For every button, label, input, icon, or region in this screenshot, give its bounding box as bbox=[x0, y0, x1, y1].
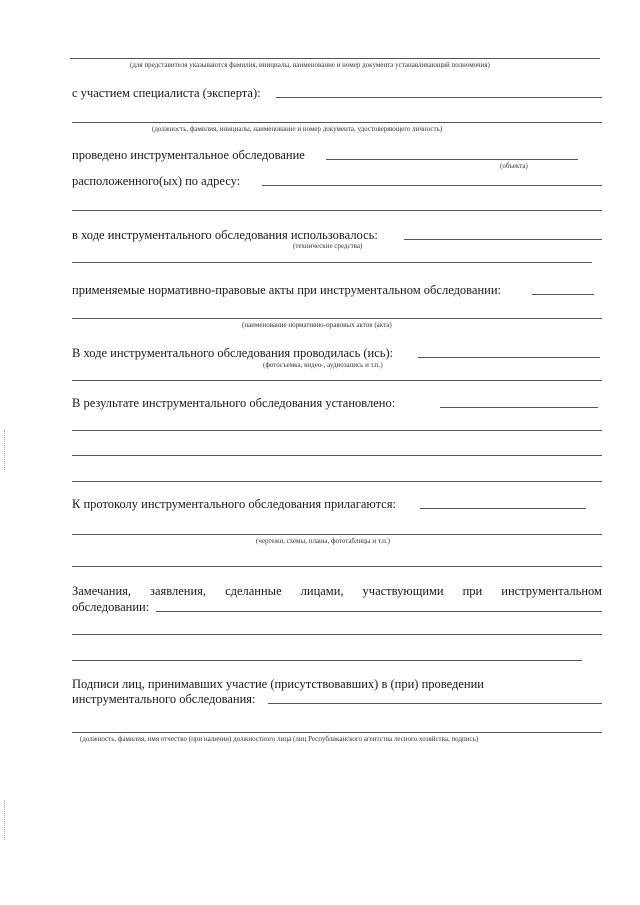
attachments-line-2 bbox=[72, 534, 602, 535]
caption-acts: (наименование нормативно-правовых актов (акта) bbox=[242, 321, 392, 329]
result-line-4 bbox=[72, 481, 602, 482]
remarks-word: сделанные bbox=[225, 584, 282, 598]
remarks-word: лицами, bbox=[300, 584, 344, 598]
tools-field[interactable] bbox=[404, 228, 602, 242]
remarks-line-1 bbox=[72, 584, 602, 598]
object-field[interactable] bbox=[326, 148, 578, 162]
inspection-label: проведено инструментальное обследование bbox=[72, 148, 305, 162]
remarks-word: заявления, bbox=[150, 584, 207, 598]
remarks-line-3 bbox=[72, 634, 602, 635]
specialist-field[interactable] bbox=[276, 86, 602, 100]
result-field[interactable] bbox=[440, 396, 598, 410]
caption-specialist: (должность, фамилия, инициалы, наименование и номер документа, удостоверяющего личность) bbox=[152, 125, 443, 133]
margin-mark-bottom bbox=[4, 800, 7, 840]
tools-line-2 bbox=[72, 262, 592, 263]
remarks-word: Замечания, bbox=[72, 584, 132, 598]
recording-field[interactable] bbox=[418, 346, 600, 360]
specialist-line-2 bbox=[72, 122, 602, 123]
result-label: В результате инструментального обследования установлено: bbox=[72, 396, 396, 410]
remarks-word: участвующими bbox=[362, 584, 444, 598]
address-line-2 bbox=[72, 210, 602, 211]
tools-label: в ходе инструментального обследования использовалось: bbox=[72, 228, 378, 242]
caption-tools: (технические средства) bbox=[293, 242, 363, 250]
specialist-label: с участием специалиста (эксперта): bbox=[72, 86, 261, 100]
result-line-2 bbox=[72, 430, 602, 431]
acts-field[interactable] bbox=[532, 283, 594, 297]
address-label: расположенного(ых) по адресу: bbox=[72, 174, 241, 188]
caption-object: (объекта) bbox=[500, 162, 528, 170]
recording-label: В ходе инструментального обследования проводилась (ись): bbox=[72, 346, 394, 360]
remarks-field[interactable] bbox=[156, 600, 602, 614]
address-field[interactable] bbox=[262, 174, 602, 188]
representative-line bbox=[70, 58, 600, 59]
margin-mark-top bbox=[4, 430, 7, 470]
signatures-field[interactable] bbox=[268, 692, 602, 706]
caption-representative: (для представителя указываются фамилия, инициалы, наименование и номер документа устанавливающий полномочия) bbox=[130, 61, 490, 69]
signatures-line-3 bbox=[72, 732, 602, 733]
caption-recording: (фотосъемка, видео-, аудиозапись и т.п.) bbox=[263, 361, 383, 369]
caption-attachments: (чертежи, схемы, планы, фототаблицы и т.п.) bbox=[256, 537, 390, 545]
result-line-3 bbox=[72, 455, 602, 456]
signatures-label-1: Подписи лиц, принимавших участие (присутствовавших) в (при) проведении bbox=[72, 677, 484, 691]
acts-line-2 bbox=[72, 318, 602, 319]
remarks-word: при bbox=[462, 584, 483, 598]
remarks-label: обследовании: bbox=[72, 600, 150, 614]
remarks-word: инструментальном bbox=[501, 584, 602, 598]
attachments-line-3 bbox=[72, 566, 602, 567]
remarks-line-4 bbox=[72, 660, 582, 661]
attachments-label: К протоколу инструментального обследования прилагаются: bbox=[72, 497, 396, 511]
caption-signatures: (должность, фамилия, имя отчество (при наличии) должностного лица (лиц Республиканского агентства лесного хозяйства, подпись) bbox=[80, 735, 479, 743]
acts-label: применяемые нормативно-правовые акты при инструментальном обследовании: bbox=[72, 283, 502, 297]
recording-line-2 bbox=[72, 380, 602, 381]
attachments-field[interactable] bbox=[420, 497, 586, 511]
signatures-label-2: инструментального обследования: bbox=[72, 692, 256, 706]
